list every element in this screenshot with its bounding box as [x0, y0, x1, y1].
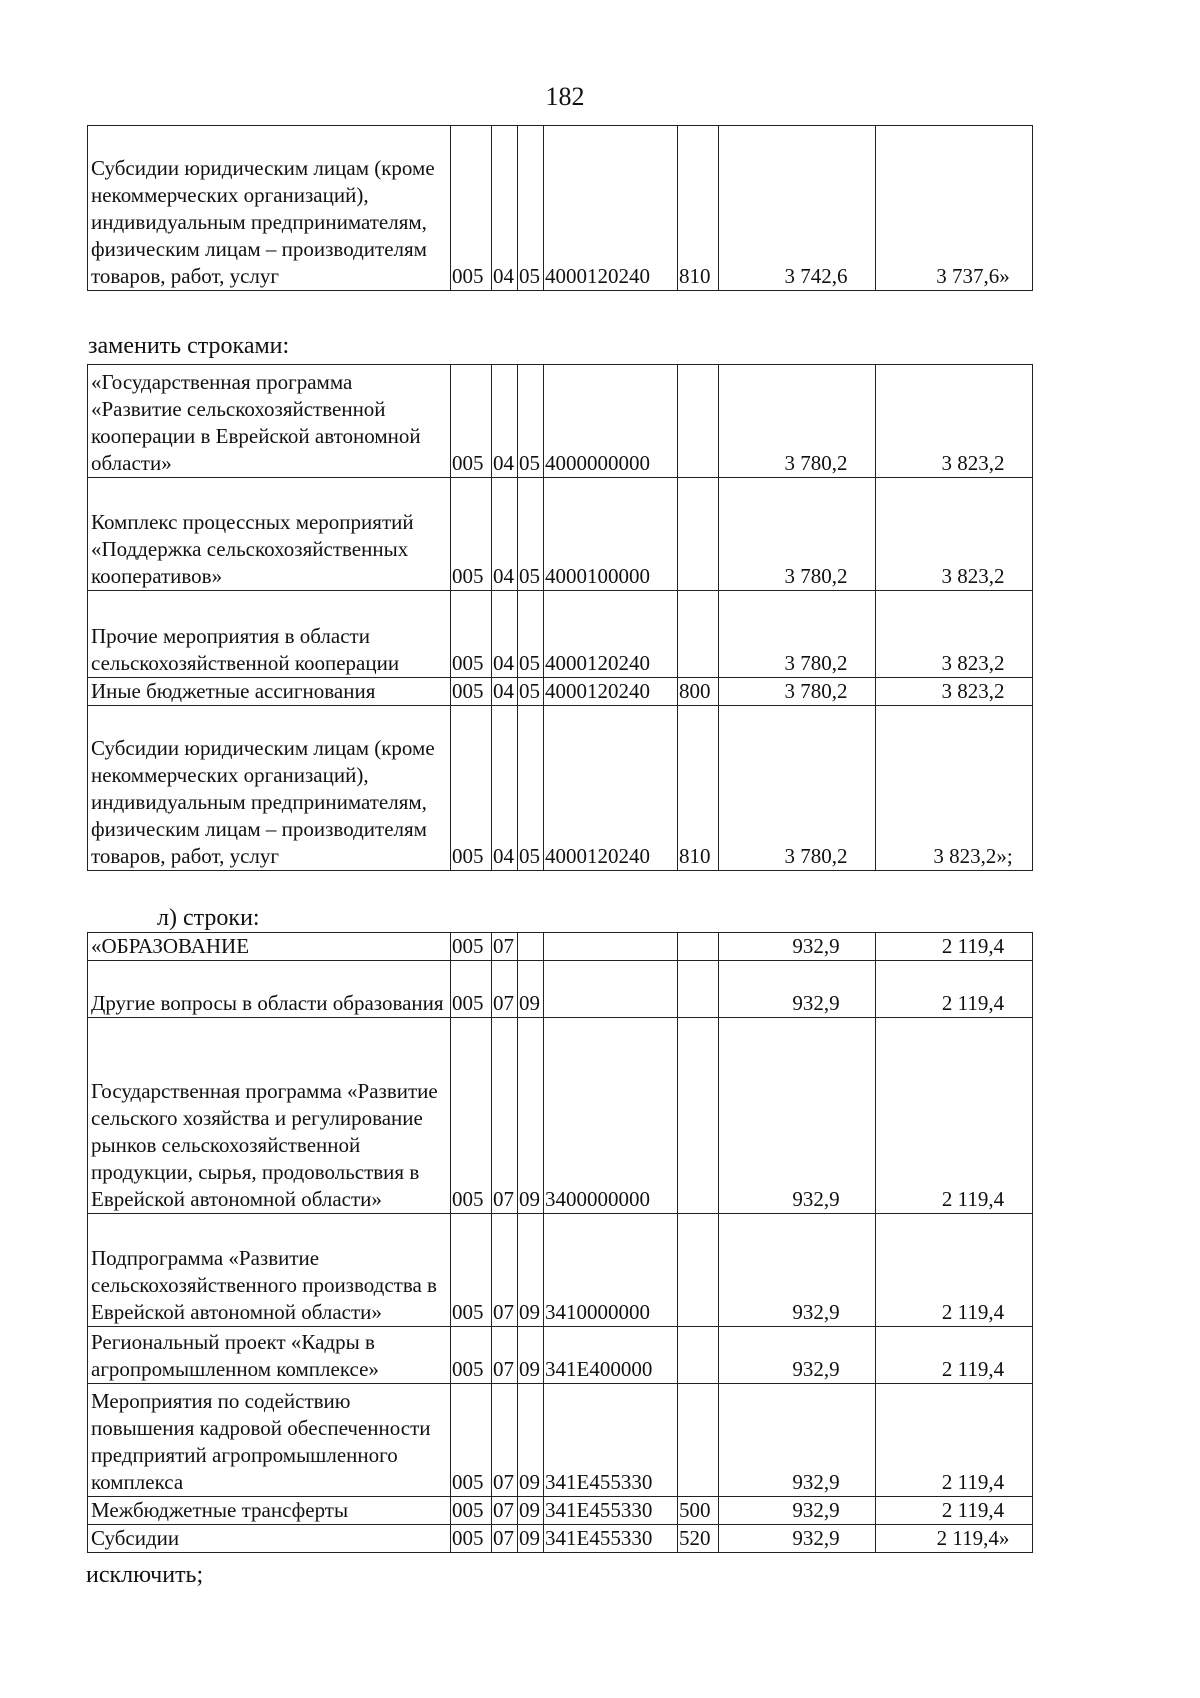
- amount-year-1-cell: 932,9: [719, 1497, 876, 1525]
- item-name-cell: «Государственная программа «Развитие сельскохозяйственной кооперации в Еврейской автономной области»: [88, 365, 451, 478]
- amount-year-1-cell: 932,9: [719, 961, 876, 1018]
- item-name-cell: Субсидии юридическим лицам (кроме некоммерческих организаций), индивидуальным предпринимателям, физическим лицам – производителям товаров, работ, услуг: [88, 126, 451, 291]
- department-code-cell: 005: [451, 678, 492, 706]
- target-item-code-cell: 341E455330: [544, 1497, 678, 1525]
- amount-year-2-cell: 3 823,2: [876, 591, 1033, 678]
- target-item-code-cell: 4000000000: [544, 365, 678, 478]
- table-row: [88, 961, 1033, 1018]
- expense-type-code-cell: 800: [678, 678, 719, 706]
- amount-year-1-cell: 3 780,2: [719, 478, 876, 591]
- section-code-cell: 07: [492, 1497, 518, 1525]
- expense-type-code-cell: [678, 365, 719, 478]
- section-code-cell: 07: [492, 1384, 518, 1497]
- subsection-code-cell: 05: [518, 678, 544, 706]
- budget-table-replacement-rows: [87, 364, 1033, 871]
- subsection-code-cell: 09: [518, 1497, 544, 1525]
- expense-type-code-cell: [678, 478, 719, 591]
- amount-year-2-cell: 3 823,2: [876, 478, 1033, 591]
- subsection-code-cell: 05: [518, 126, 544, 291]
- subsection-code-cell: 09: [518, 1018, 544, 1214]
- caption-replace-with-rows: заменить строками:: [88, 333, 290, 359]
- section-code-cell: 04: [492, 706, 518, 871]
- table-row: [88, 706, 1033, 871]
- item-name-cell: «ОБРАЗОВАНИЕ: [88, 933, 451, 961]
- amount-year-2-cell: 3 737,6»: [876, 126, 1033, 291]
- table-row: [88, 1018, 1033, 1214]
- section-code-cell: 04: [492, 478, 518, 591]
- section-code-cell: 04: [492, 678, 518, 706]
- department-code-cell: 005: [451, 591, 492, 678]
- target-item-code-cell: 3400000000: [544, 1018, 678, 1214]
- section-code-cell: 04: [492, 365, 518, 478]
- expense-type-code-cell: 810: [678, 126, 719, 291]
- item-name-cell: Государственная программа «Развитие сельского хозяйства и регулирование рынков сельскохозяйственной продукции, сырья, продовольствия в Еврейской автономной области»: [88, 1018, 451, 1214]
- department-code-cell: 005: [451, 1018, 492, 1214]
- amount-year-1-cell: 932,9: [719, 1018, 876, 1214]
- target-item-code-cell: [544, 933, 678, 961]
- expense-type-code-cell: [678, 933, 719, 961]
- item-name-cell: Региональный проект «Кадры в агропромышленном комплексе»: [88, 1327, 451, 1384]
- section-code-cell: 07: [492, 1018, 518, 1214]
- section-code-cell: 07: [492, 961, 518, 1018]
- target-item-code-cell: 341E400000: [544, 1327, 678, 1384]
- target-item-code-cell: 341E455330: [544, 1384, 678, 1497]
- department-code-cell: 005: [451, 1214, 492, 1327]
- amount-year-2-cell: 2 119,4»: [876, 1525, 1033, 1553]
- item-name-cell: Межбюджетные трансферты: [88, 1497, 451, 1525]
- expense-type-code-cell: [678, 1018, 719, 1214]
- department-code-cell: 005: [451, 961, 492, 1018]
- amount-year-2-cell: 3 823,2»;: [876, 706, 1033, 871]
- section-code-cell: 07: [492, 933, 518, 961]
- table-row: [88, 1497, 1033, 1525]
- target-item-code-cell: 4000120240: [544, 126, 678, 291]
- budget-table-original-rows: [87, 125, 1033, 291]
- subsection-code-cell: 09: [518, 1214, 544, 1327]
- amount-year-2-cell: 2 119,4: [876, 1018, 1033, 1214]
- table-row: [88, 1327, 1033, 1384]
- amount-year-2-cell: 2 119,4: [876, 1384, 1033, 1497]
- target-item-code-cell: 4000100000: [544, 478, 678, 591]
- subsection-code-cell: 05: [518, 365, 544, 478]
- department-code-cell: 005: [451, 1327, 492, 1384]
- section-code-cell: 04: [492, 591, 518, 678]
- department-code-cell: 005: [451, 933, 492, 961]
- expense-type-code-cell: [678, 1384, 719, 1497]
- subsection-code-cell: 05: [518, 591, 544, 678]
- expense-type-code-cell: [678, 961, 719, 1018]
- item-name-cell: Мероприятия по содействию повышения кадровой обеспеченности предприятий агропромышленного комплекса: [88, 1384, 451, 1497]
- amount-year-1-cell: 932,9: [719, 1384, 876, 1497]
- item-name-cell: Субсидии: [88, 1525, 451, 1553]
- amount-year-2-cell: 2 119,4: [876, 1497, 1033, 1525]
- subsection-code-cell: 09: [518, 1384, 544, 1497]
- subsection-code-cell: [518, 933, 544, 961]
- amount-year-1-cell: 932,9: [719, 1525, 876, 1553]
- amount-year-2-cell: 2 119,4: [876, 961, 1033, 1018]
- department-code-cell: 005: [451, 478, 492, 591]
- table-row: [88, 678, 1033, 706]
- budget-table-excluded-rows: [87, 932, 1033, 1553]
- amount-year-1-cell: 932,9: [719, 1214, 876, 1327]
- item-name-cell: Другие вопросы в области образования: [88, 961, 451, 1018]
- page-number: 182: [545, 82, 585, 111]
- expense-type-code-cell: 810: [678, 706, 719, 871]
- department-code-cell: 005: [451, 1384, 492, 1497]
- expense-type-code-cell: 500: [678, 1497, 719, 1525]
- amount-year-2-cell: 3 823,2: [876, 365, 1033, 478]
- item-name-cell: Прочие мероприятия в области сельскохозяйственной кооперации: [88, 591, 451, 678]
- target-item-code-cell: 4000120240: [544, 706, 678, 871]
- amount-year-1-cell: 3 780,2: [719, 365, 876, 478]
- amount-year-1-cell: 932,9: [719, 933, 876, 961]
- target-item-code-cell: 4000120240: [544, 591, 678, 678]
- table-row: [88, 933, 1033, 961]
- department-code-cell: 005: [451, 1525, 492, 1553]
- amount-year-1-cell: 3 780,2: [719, 678, 876, 706]
- amount-year-2-cell: 2 119,4: [876, 1327, 1033, 1384]
- department-code-cell: 005: [451, 706, 492, 871]
- section-code-cell: 07: [492, 1327, 518, 1384]
- amount-year-1-cell: 3 780,2: [719, 591, 876, 678]
- amount-year-2-cell: 2 119,4: [876, 933, 1033, 961]
- section-code-cell: 04: [492, 126, 518, 291]
- subsection-code-cell: 09: [518, 1525, 544, 1553]
- section-code-cell: 07: [492, 1214, 518, 1327]
- table-row: [88, 591, 1033, 678]
- caption-exclude: исключить;: [86, 1562, 204, 1588]
- target-item-code-cell: 3410000000: [544, 1214, 678, 1327]
- caption-section-l-lines: л) строки:: [157, 905, 260, 931]
- department-code-cell: 005: [451, 1497, 492, 1525]
- item-name-cell: Подпрограмма «Развитие сельскохозяйственного производства в Еврейской автономной области»: [88, 1214, 451, 1327]
- amount-year-2-cell: 2 119,4: [876, 1214, 1033, 1327]
- expense-type-code-cell: [678, 1327, 719, 1384]
- subsection-code-cell: 05: [518, 478, 544, 591]
- item-name-cell: Иные бюджетные ассигнования: [88, 678, 451, 706]
- amount-year-1-cell: 932,9: [719, 1327, 876, 1384]
- expense-type-code-cell: 520: [678, 1525, 719, 1553]
- section-code-cell: 07: [492, 1525, 518, 1553]
- amount-year-1-cell: 3 780,2: [719, 706, 876, 871]
- subsection-code-cell: 09: [518, 961, 544, 1018]
- item-name-cell: Субсидии юридическим лицам (кроме некоммерческих организаций), индивидуальным предпринимателям, физическим лицам – производителям товаров, работ, услуг: [88, 706, 451, 871]
- amount-year-1-cell: 3 742,6: [719, 126, 876, 291]
- target-item-code-cell: 4000120240: [544, 678, 678, 706]
- expense-type-code-cell: [678, 591, 719, 678]
- item-name-cell: Комплекс процессных мероприятий «Поддержка сельскохозяйственных кооперативов»: [88, 478, 451, 591]
- department-code-cell: 005: [451, 126, 492, 291]
- target-item-code-cell: 341E455330: [544, 1525, 678, 1553]
- table-row: [88, 1384, 1033, 1497]
- table-row: [88, 478, 1033, 591]
- table-row: [88, 1525, 1033, 1553]
- target-item-code-cell: [544, 961, 678, 1018]
- table-row: [88, 126, 1033, 291]
- table-row: [88, 365, 1033, 478]
- subsection-code-cell: 05: [518, 706, 544, 871]
- expense-type-code-cell: [678, 1214, 719, 1327]
- amount-year-2-cell: 3 823,2: [876, 678, 1033, 706]
- subsection-code-cell: 09: [518, 1327, 544, 1384]
- table-row: [88, 1214, 1033, 1327]
- department-code-cell: 005: [451, 365, 492, 478]
